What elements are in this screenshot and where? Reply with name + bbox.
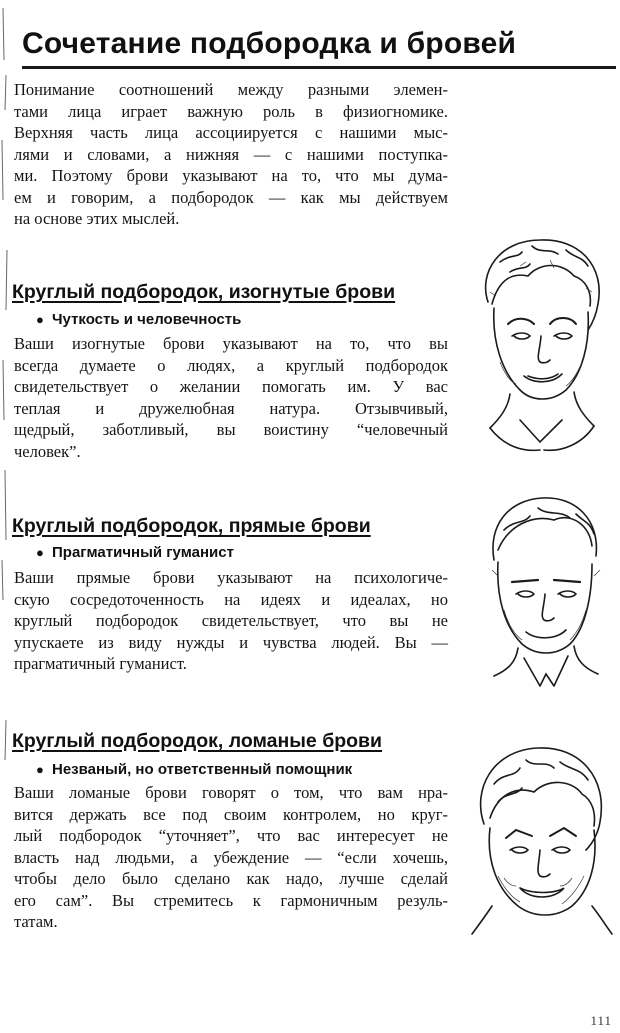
text-line: круглый подбородок свидетельствует, что вы не <box>14 611 448 630</box>
page-title: Сочетание подбородка и бровей <box>22 27 517 60</box>
portrait-woman-broken-brows <box>468 738 618 938</box>
text-line: тами лица играет важную роль в физиогномике. <box>14 101 448 121</box>
text-line: ем и говорим, а подбородок — как мы действуем <box>14 187 448 207</box>
text-line: лый подбородок “уточняет”, что вас интересует не <box>14 826 448 845</box>
text-line: Верхняя часть лица ассоциируется с нашими мыс- <box>14 123 448 142</box>
text-line: теплая и дружелюбная натура. Отзывчивый, <box>14 398 448 418</box>
section-paragraph <box>14 333 448 462</box>
section-heading-broken-brows: Круглый подбородок, ломаные брови <box>12 730 383 752</box>
bullet-label: Незваный, но ответственный помощник <box>52 761 353 778</box>
text-line: Ваши ломаные брови говорят о том, что вам нра- <box>14 783 448 802</box>
text-line: Понимание соотношений между разными элемен- <box>14 80 448 99</box>
text-line: свидетельствует о желании помогать им. У вас <box>14 377 448 396</box>
section-bullet <box>36 543 234 563</box>
text-line: Ваши изогнутые брови указывают на то, что вы <box>14 334 448 353</box>
text-line: власть над людьми, а убеждение — “если хочешь, <box>14 847 448 867</box>
portrait-drawing <box>470 232 615 454</box>
section-paragraph <box>14 782 448 933</box>
text-line: щедрый, заботливый, вы воистину “человечный <box>14 420 448 439</box>
scan-edge-marks <box>0 0 12 1033</box>
text-line: его сам”. Вы стремитесь к гармоничным резуль- <box>14 890 448 910</box>
section-paragraph <box>14 567 448 675</box>
section-heading-straight-brows: Круглый подбородок, прямые брови <box>12 515 371 537</box>
text-line: Ваши прямые брови указывают на психологиче- <box>14 568 448 587</box>
portrait-man-straight-brows <box>478 490 613 690</box>
text-line: лями и словами, а нижняя — с нашими поступка- <box>14 144 448 164</box>
text-line: упускаете из виду нужды и чувства людей. Вы — <box>14 632 448 652</box>
text-line: вится держать все под своим контролем, но круг- <box>14 804 448 824</box>
page-number: 111 <box>590 1013 612 1028</box>
text-line: ми. Поэтому брови указывают на то, что мы дума- <box>14 166 448 185</box>
intro-paragraph <box>14 79 448 230</box>
portrait-woman-curved-brows <box>470 232 615 454</box>
section-heading-curved-brows: Круглый подбородок, изогнутые брови <box>12 281 396 303</box>
text-line: скую сосредоточенность на идеях и идеалах, но <box>14 589 448 609</box>
bullet-label: Прагматичный гуманист <box>52 544 234 561</box>
title-underline <box>22 66 616 69</box>
text-line: человек”. <box>14 441 81 461</box>
portrait-drawing <box>478 490 613 690</box>
bullet-label: Чуткость и человечность <box>52 311 242 328</box>
text-line: всегда думаете о людях, а круглый подбородок <box>14 355 448 375</box>
bullet-icon: ● <box>36 545 44 560</box>
bullet-icon: ● <box>36 762 44 777</box>
section-bullet <box>36 310 241 330</box>
text-line: чтобы дело было сделано как надо, лучше сделай <box>14 869 448 888</box>
text-line: прагматичный гуманист. <box>14 654 187 673</box>
section-bullet <box>36 760 352 780</box>
text-line: татам. <box>14 912 58 931</box>
portrait-drawing <box>468 738 618 938</box>
text-line: на основе этих мыслей. <box>14 209 180 228</box>
bullet-icon: ● <box>36 312 44 327</box>
